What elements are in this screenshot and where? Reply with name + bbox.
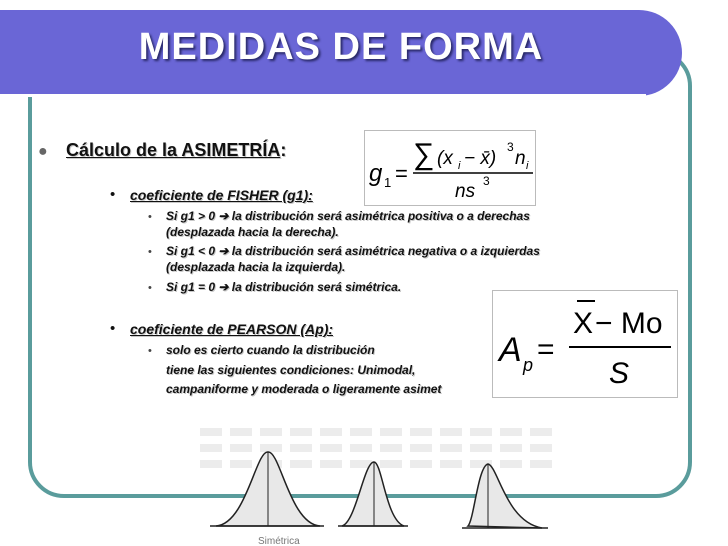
formula-num-sub: i: [458, 160, 461, 172]
formula-den: ns: [455, 181, 476, 202]
formula-den-exp: 3: [483, 174, 490, 188]
formula-n-sub: i: [526, 160, 529, 172]
banner-underline: [0, 94, 646, 97]
pearson-formula-graphic: [493, 291, 677, 397]
fisher-item-3: Si g1 = 0 ➔ la distribución será simétrica.: [166, 280, 402, 294]
fisher-formula: [364, 130, 536, 206]
fisher-item-2: Si g1 < 0 ➔ la distribución será asimétrica negativa o a izquierdas: [166, 244, 540, 258]
pearson-lhs-sub: p: [523, 355, 534, 375]
pearson-num-rest: − Mo: [595, 307, 663, 340]
symmetric-caption: Simétrica: [258, 536, 300, 546]
section-heading-label: Cálculo de la ASIMETRÍA: [66, 140, 281, 160]
symmetric-curve: [210, 452, 324, 526]
pearson-formula: [492, 290, 678, 398]
bullet-icon: •: [110, 186, 116, 203]
bullet-icon: •: [148, 211, 152, 223]
fisher-item-1-line1: Si g1 > 0 ➔ la distribución será asimétrica positiva o a derechas: [166, 209, 530, 223]
slide-title: MEDIDAS DE FORMA: [138, 26, 544, 68]
pearson-den: S: [609, 357, 630, 390]
pearson-line-3: campaniforme y moderada o ligeramente asimet: [166, 382, 442, 396]
pearson-eq: =: [537, 333, 555, 366]
fisher-item-1: [166, 209, 672, 223]
bullet-icon: •: [148, 246, 152, 258]
sum-icon: ∑: [413, 138, 435, 171]
left-skew-curve: [338, 462, 408, 526]
formula-eq: =: [395, 161, 408, 186]
pearson-heading: coeficiente de PEARSON (Ap):: [130, 321, 334, 337]
bullet-icon: •: [110, 320, 116, 337]
formula-num: (x: [437, 148, 453, 169]
fisher-formula-graphic: [365, 131, 535, 205]
formula-num-rest: − x̄): [464, 148, 497, 169]
fisher-item-2-cont: (desplazada hacia la izquierda).: [166, 260, 346, 274]
fisher-item-1-cont: (desplazada hacia la derecha).: [166, 225, 339, 239]
bullet-icon: ●: [38, 143, 48, 160]
distribution-curves: [206, 440, 566, 546]
pearson-num: X: [573, 307, 594, 340]
formula-n: n: [515, 148, 526, 169]
formula-lhs: g: [369, 160, 383, 187]
formula-lhs-sub: 1: [384, 175, 392, 190]
fisher-heading: coeficiente de FISHER (g1):: [130, 187, 313, 203]
right-skew-curve: [462, 464, 548, 528]
section-heading: [66, 140, 286, 161]
pearson-line-1: solo es cierto cuando la distribución: [166, 343, 375, 357]
pearson-line-2: tiene las siguientes condiciones: Unimodal,: [166, 363, 416, 377]
bullet-icon: •: [148, 282, 152, 294]
formula-exp: 3: [507, 140, 514, 154]
bullet-icon: •: [148, 345, 152, 357]
pearson-lhs: A: [499, 331, 522, 369]
section-heading-colon: :: [280, 140, 287, 160]
